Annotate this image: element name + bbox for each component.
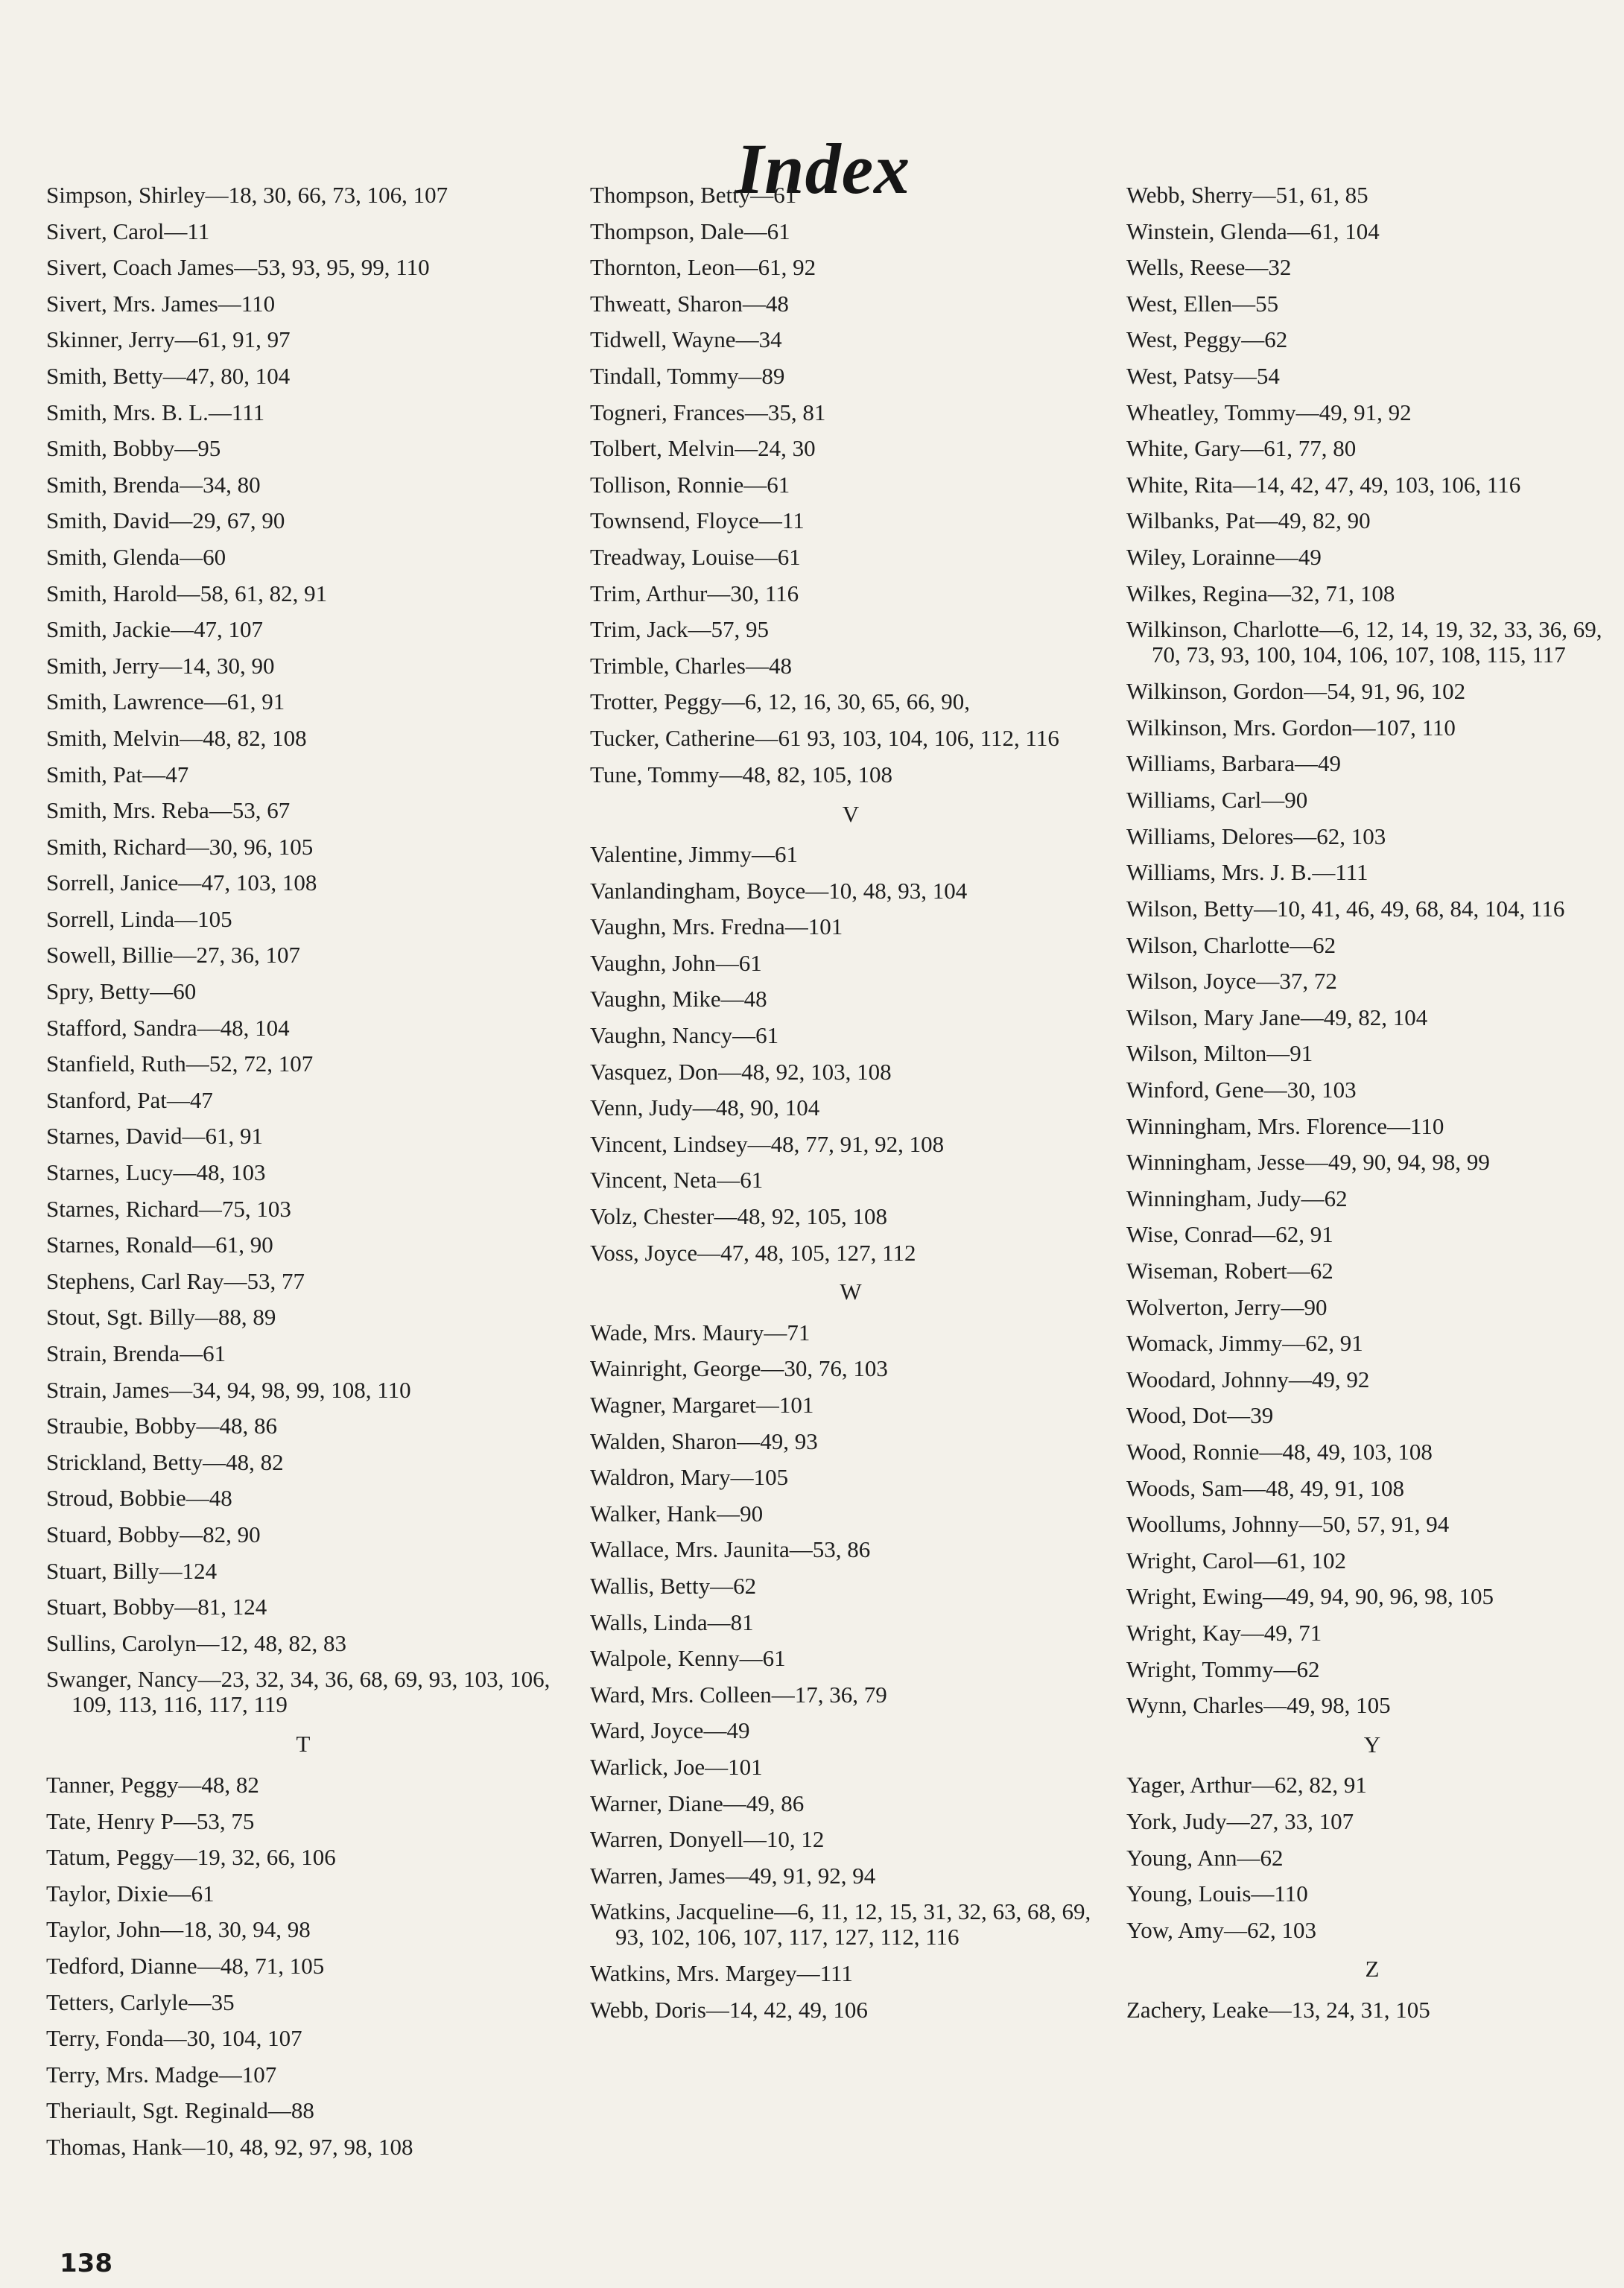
index-entry: Venn, Judy—48, 90, 104 <box>590 1094 820 1121</box>
index-entry: Wilkinson, Gordon—54, 91, 96, 102 <box>1126 678 1466 705</box>
index-entry: Skinner, Jerry—61, 91, 97 <box>46 326 291 353</box>
index-entry: Warlick, Joe—101 <box>590 1753 763 1780</box>
index-entry: Smith, Lawrence—61, 91 <box>46 688 285 715</box>
index-entry: Watkins, Mrs. Margey—111 <box>590 1960 853 1987</box>
index-entry: Starnes, Richard—75, 103 <box>46 1195 291 1222</box>
index-entry: Young, Louis—110 <box>1126 1880 1308 1907</box>
index-entry: Wilson, Milton—91 <box>1126 1040 1313 1067</box>
index-entry: Young, Ann—62 <box>1126 1844 1284 1871</box>
index-entry: Tanner, Peggy—48, 82 <box>46 1771 259 1798</box>
index-entry: Thompson, Betty—61 <box>590 182 797 208</box>
index-entry: Smith, Richard—30, 96, 105 <box>46 833 314 860</box>
index-entry: Vaughn, Mrs. Fredna—101 <box>590 913 843 940</box>
index-entry: Smith, David—29, 67, 90 <box>46 507 285 534</box>
index-entry: Smith, Jerry—14, 30, 90 <box>46 652 275 679</box>
index-entry: Tate, Henry P—53, 75 <box>46 1807 255 1834</box>
index-entry: Smith, Brenda—34, 80 <box>46 471 261 498</box>
index-entry: Warren, Donyell—10, 12 <box>590 1826 825 1853</box>
index-entry: Vanlandingham, Boyce—10, 48, 93, 104 <box>590 877 968 904</box>
index-entry: Wagner, Margaret—101 <box>590 1392 814 1418</box>
index-entry: Sullins, Carolyn—12, 48, 82, 83 <box>46 1629 347 1656</box>
index-entry: Smith, Mrs. B. L.—111 <box>46 399 265 425</box>
index-entry: Stuard, Bobby—82, 90 <box>46 1521 261 1547</box>
index-entry: Wilkinson, Mrs. Gordon—107, 110 <box>1126 714 1456 741</box>
index-entry: Ward, Joyce—49 <box>590 1717 750 1744</box>
index-entry: Winningham, Mrs. Florence—110 <box>1126 1112 1444 1139</box>
index-entry: Tidwell, Wayne—34 <box>590 326 782 353</box>
index-entry: Tollison, Ronnie—61 <box>590 471 790 498</box>
index-entry: Vincent, Neta—61 <box>590 1167 764 1194</box>
index-entry: Tucker, Catherine—61 93, 103, 104, 106, 112, 116 <box>590 724 1059 751</box>
index-entry: Sivert, Carol—11 <box>46 218 210 244</box>
index-entry: Smith, Melvin—48, 82, 108 <box>46 724 307 751</box>
index-entry: Walpole, Kenny—61 <box>590 1645 786 1672</box>
index-entry: Tedford, Dianne—48, 71, 105 <box>46 1952 325 1979</box>
index-entry: White, Gary—61, 77, 80 <box>1126 435 1357 462</box>
page-number: 138 <box>60 2249 112 2278</box>
index-entry: Strain, Brenda—61 <box>46 1340 226 1366</box>
index-entry: Williams, Mrs. J. B.—111 <box>1126 859 1368 886</box>
index-entry: Smith, Jackie—47, 107 <box>46 616 264 643</box>
index-entry: Wheatley, Tommy—49, 91, 92 <box>1126 399 1412 425</box>
index-entry: Wainright, George—30, 76, 103 <box>590 1355 888 1382</box>
index-entry: Sowell, Billie—27, 36, 107 <box>46 942 300 969</box>
index-entry: Townsend, Floyce—11 <box>590 507 805 534</box>
index-entry: West, Patsy—54 <box>1126 362 1280 389</box>
index-entry: Wright, Ewing—49, 94, 90, 96, 98, 105 <box>1126 1583 1494 1610</box>
index-entry: Tatum, Peggy—19, 32, 66, 106 <box>46 1844 336 1871</box>
index-entry: Wilson, Charlotte—62 <box>1126 931 1336 958</box>
index-entry: Wilson, Betty—10, 41, 46, 49, 68, 84, 104, 116 <box>1126 895 1565 922</box>
index-entry: West, Ellen—55 <box>1126 290 1279 317</box>
index-entry: Smith, Bobby—95 <box>46 435 221 462</box>
page-title: Index <box>735 129 911 209</box>
index-entry: Wilson, Joyce—37, 72 <box>1126 968 1337 995</box>
index-entry: Webb, Sherry—51, 61, 85 <box>1126 182 1368 208</box>
index-entry: Spry, Betty—60 <box>46 978 197 1005</box>
index-entry: Yow, Amy—62, 103 <box>1126 1916 1316 1943</box>
index-entry: Wright, Kay—49, 71 <box>1126 1619 1322 1646</box>
index-entry: Williams, Carl—90 <box>1126 786 1308 813</box>
index-entry: Winningham, Jesse—49, 90, 94, 98, 99 <box>1126 1149 1490 1176</box>
index-entry: Williams, Barbara—49 <box>1126 750 1342 777</box>
index-entry: Vaughn, Mike—48 <box>590 986 767 1013</box>
index-entry: Wiley, Lorainne—49 <box>1126 543 1322 570</box>
index-entry: Volz, Chester—48, 92, 105, 108 <box>590 1203 887 1230</box>
index-entry: Tolbert, Melvin—24, 30 <box>590 435 816 462</box>
index-entry: Tetters, Carlyle—35 <box>46 1988 235 2015</box>
index-entry: Womack, Jimmy—62, 91 <box>1126 1330 1363 1357</box>
index-entry: Taylor, Dixie—61 <box>46 1880 215 1907</box>
index-entry: Starnes, Lucy—48, 103 <box>46 1159 266 1186</box>
index-entry: Warner, Diane—49, 86 <box>590 1790 805 1816</box>
index-entry: Woodard, Johnny—49, 92 <box>1126 1366 1370 1392</box>
index-entry: Ward, Mrs. Colleen—17, 36, 79 <box>590 1681 887 1708</box>
index-entry: Wilbanks, Pat—49, 82, 90 <box>1126 507 1371 534</box>
section-letter: Z <box>1365 1956 1380 1983</box>
index-entry: Strain, James—34, 94, 98, 99, 108, 110 <box>46 1376 411 1403</box>
index-entry: Smith, Pat—47 <box>46 761 189 788</box>
index-entry: Walker, Hank—90 <box>590 1500 764 1527</box>
index-entry: Wynn, Charles—49, 98, 105 <box>1126 1692 1391 1719</box>
index-entry: Swanger, Nancy—23, 32, 34, 36, 68, 69, 93, 103, 106, 109, 113, 116, 117, 119 <box>46 1666 551 1718</box>
index-entry: Trim, Jack—57, 95 <box>590 616 769 643</box>
index-entry: Wolverton, Jerry—90 <box>1126 1293 1328 1320</box>
index-entry: Togneri, Frances—35, 81 <box>590 399 826 425</box>
index-entry: Waldron, Mary—105 <box>590 1464 789 1491</box>
index-entry: Straubie, Bobby—48, 86 <box>46 1413 277 1439</box>
index-entry: Stanfield, Ruth—52, 72, 107 <box>46 1050 314 1077</box>
index-entry: Terry, Mrs. Madge—107 <box>46 2061 277 2088</box>
index-entry: Stafford, Sandra—48, 104 <box>46 1014 290 1041</box>
index-entry: Watkins, Jacqueline—6, 11, 12, 15, 31, 32, 63, 68, 69, 93, 102, 106, 107, 117, 127, 112, 116 <box>590 1898 1091 1950</box>
index-entry: Wells, Reese—32 <box>1126 254 1292 281</box>
index-entry: Sivert, Coach James—53, 93, 95, 99, 110 <box>46 254 430 281</box>
index-entry: Winningham, Judy—62 <box>1126 1185 1348 1211</box>
index-entry: Sorrell, Janice—47, 103, 108 <box>46 869 317 896</box>
index-entry: Winford, Gene—30, 103 <box>1126 1077 1357 1103</box>
index-entry: Thornton, Leon—61, 92 <box>590 254 816 281</box>
index-entry: Thompson, Dale—61 <box>590 218 790 244</box>
index-entry: Stanford, Pat—47 <box>46 1086 213 1113</box>
index-entry: Valentine, Jimmy—61 <box>590 841 798 868</box>
index-column-2 <box>590 177 1111 2029</box>
index-entry: Taylor, John—18, 30, 94, 98 <box>46 1916 311 1943</box>
index-entry: Smith, Harold—58, 61, 82, 91 <box>46 580 328 606</box>
index-entry: Walls, Linda—81 <box>590 1609 754 1635</box>
index-entry: Stuart, Billy—124 <box>46 1557 218 1584</box>
index-entry: Wise, Conrad—62, 91 <box>1126 1221 1333 1248</box>
index-entry: Warren, James—49, 91, 92, 94 <box>590 1862 876 1889</box>
index-entry: Wilson, Mary Jane—49, 82, 104 <box>1126 1004 1428 1030</box>
section-letter: Y <box>1363 1731 1381 1758</box>
index-entry: Strickland, Betty—48, 82 <box>46 1448 284 1475</box>
index-entry: Trotter, Peggy—6, 12, 16, 30, 65, 66, 90, <box>590 688 970 715</box>
index-entry: Webb, Doris—14, 42, 49, 106 <box>590 1996 868 2023</box>
index-entry: Wilkinson, Charlotte—6, 12, 14, 19, 32, 33, 36, 69, 70, 73, 93, 100, 104, 106, 107, 108, 115, 117 <box>1126 616 1602 668</box>
section-letter: V <box>842 800 860 827</box>
index-entry: Thomas, Hank—10, 48, 92, 97, 98, 108 <box>46 2133 413 2160</box>
index-entry: Woollums, Johnny—50, 57, 91, 94 <box>1126 1511 1450 1538</box>
index-entry: Treadway, Louise—61 <box>590 543 801 570</box>
index-entry: Sorrell, Linda—105 <box>46 905 232 932</box>
index-entry: Stroud, Bobbie—48 <box>46 1485 232 1512</box>
index-column-1 <box>46 177 560 2165</box>
index-entry: Wilkes, Regina—32, 71, 108 <box>1126 580 1395 606</box>
index-entry: Starnes, Ronald—61, 90 <box>46 1232 273 1258</box>
index-entry: Wright, Tommy—62 <box>1126 1655 1320 1682</box>
index-entry: Stuart, Bobby—81, 124 <box>46 1594 267 1620</box>
index-entry: York, Judy—27, 33, 107 <box>1126 1807 1354 1834</box>
index-entry: Wright, Carol—61, 102 <box>1126 1547 1346 1574</box>
index-entry: Simpson, Shirley—18, 30, 66, 73, 106, 107 <box>46 182 448 208</box>
index-entry: White, Rita—14, 42, 47, 49, 103, 106, 116 <box>1126 471 1521 498</box>
index-entry: Wallis, Betty—62 <box>590 1572 757 1599</box>
index-entry: Stephens, Carl Ray—53, 77 <box>46 1267 305 1294</box>
index-entry: Vincent, Lindsey—48, 77, 91, 92, 108 <box>590 1130 945 1157</box>
index-entry: Tindall, Tommy—89 <box>590 362 785 389</box>
index-entry: Vaughn, Nancy—61 <box>590 1022 779 1049</box>
index-entry: Wood, Ronnie—48, 49, 103, 108 <box>1126 1439 1433 1465</box>
index-entry: Zachery, Leake—13, 24, 31, 105 <box>1126 1996 1430 2023</box>
index-entry: Williams, Delores—62, 103 <box>1126 823 1386 849</box>
index-entry: Wood, Dot—39 <box>1126 1402 1274 1429</box>
index-entry: Sivert, Mrs. James—110 <box>46 290 276 317</box>
index-entry: Trimble, Charles—48 <box>590 652 792 679</box>
index-entry: Yager, Arthur—62, 82, 91 <box>1126 1772 1367 1799</box>
index-entry: Starnes, David—61, 91 <box>46 1123 264 1150</box>
index-entry: Trim, Arthur—30, 116 <box>590 580 799 606</box>
index-column-3 <box>1126 177 1618 2029</box>
index-entry: Terry, Fonda—30, 104, 107 <box>46 2025 302 2052</box>
index-entry: Vasquez, Don—48, 92, 103, 108 <box>590 1058 892 1085</box>
section-letter: T <box>296 1731 311 1758</box>
section-letter: W <box>840 1278 862 1305</box>
index-entry: Thweatt, Sharon—48 <box>590 290 789 317</box>
index-entry: Smith, Glenda—60 <box>46 543 226 570</box>
index-entry: Smith, Betty—47, 80, 104 <box>46 362 291 389</box>
index-entry: Walden, Sharon—49, 93 <box>590 1427 818 1454</box>
index-entry: Wade, Mrs. Maury—71 <box>590 1319 811 1346</box>
index-entry: Tune, Tommy—48, 82, 105, 108 <box>590 761 893 788</box>
index-entry: Theriault, Sgt. Reginald—88 <box>46 2097 314 2124</box>
index-entry: Smith, Mrs. Reba—53, 67 <box>46 797 291 824</box>
index-entry: Voss, Joyce—47, 48, 105, 127, 112 <box>590 1239 916 1266</box>
index-entry: Vaughn, John—61 <box>590 949 762 976</box>
index-entry: Stout, Sgt. Billy—88, 89 <box>46 1304 276 1331</box>
index-entry: Wiseman, Robert—62 <box>1126 1258 1333 1284</box>
index-entry: Wallace, Mrs. Jaunita—53, 86 <box>590 1536 871 1563</box>
index-entry: West, Peggy—62 <box>1126 326 1288 353</box>
index-entry: Woods, Sam—48, 49, 91, 108 <box>1126 1474 1404 1501</box>
index-entry: Winstein, Glenda—61, 104 <box>1126 218 1380 244</box>
